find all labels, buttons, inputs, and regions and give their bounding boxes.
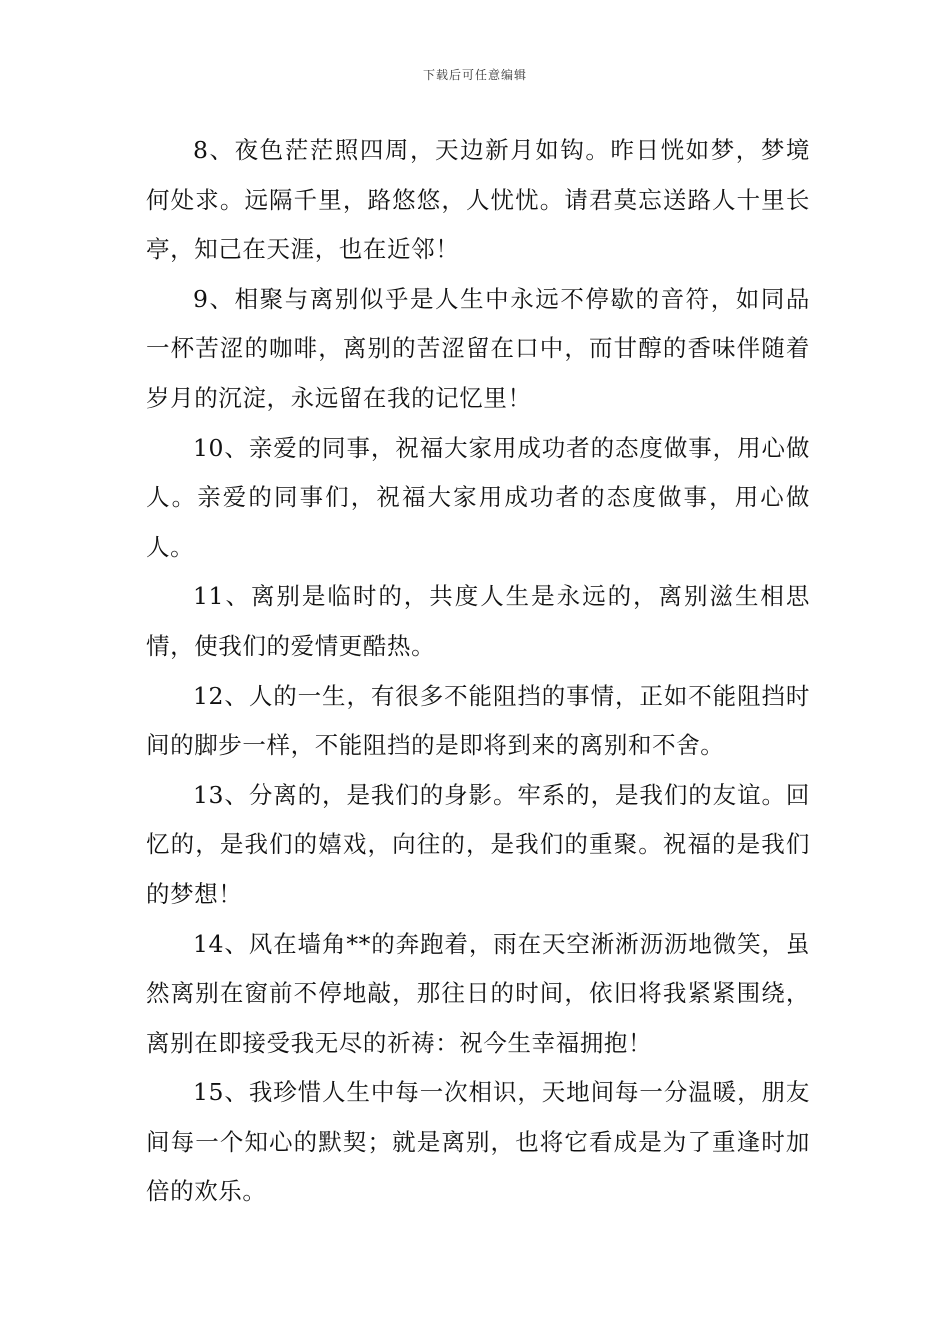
- paragraph-15: 15、我珍惜人生中每一次相识，天地间每一分温暖，朋友间每一个知心的默契；就是离别，也将它看成是为了重逢时加倍的欢乐。: [146, 1078, 810, 1206]
- paragraph-8: 8、夜色茫茫照四周，天边新月如钩。昨日恍如梦，梦境何处求。远隔千里，路悠悠，人忧忧。请君莫忘送路人十里长亭，知己在天涯，也在近邻！: [146, 136, 810, 264]
- paragraph-11: 11、离别是临时的，共度人生是永远的，离别滋生相思情，使我们的爱情更酷热。: [146, 582, 810, 660]
- document-body: [146, 126, 810, 1217]
- paragraph-13: 13、分离的，是我们的身影。牢系的，是我们的友谊。回忆的，是我们的嬉戏，向往的，是我们的重聚。祝福的是我们的梦想！: [146, 780, 810, 908]
- header-note: 下载后可任意编辑: [422, 68, 527, 82]
- paragraph-9: 9、相聚与离别似乎是人生中永远不停歇的音符，如同品一杯苦涩的咖啡，离别的苦涩留在口中，而甘醇的香味伴随着岁月的沉淀，永远留在我的记忆里！: [146, 284, 810, 412]
- paragraph-14: 14、风在墙角**的奔跑着，雨在天空淅淅沥沥地微笑，虽然离别在窗前不停地敲，那往日的时间，依旧将我紧紧围绕，离别在即接受我无尽的祈祷：祝今生幸福拥抱！: [146, 929, 810, 1057]
- paragraph-10: 10、亲爱的同事，祝福大家用成功者的态度做事，用心做人。亲爱的同事们，祝福大家用成功者的态度做事，用心做人。: [146, 433, 810, 561]
- paragraph-12: 12、人的一生，有很多不能阻挡的事情，正如不能阻挡时间的脚步一样，不能阻挡的是即将到来的离别和不舍。: [146, 681, 810, 760]
